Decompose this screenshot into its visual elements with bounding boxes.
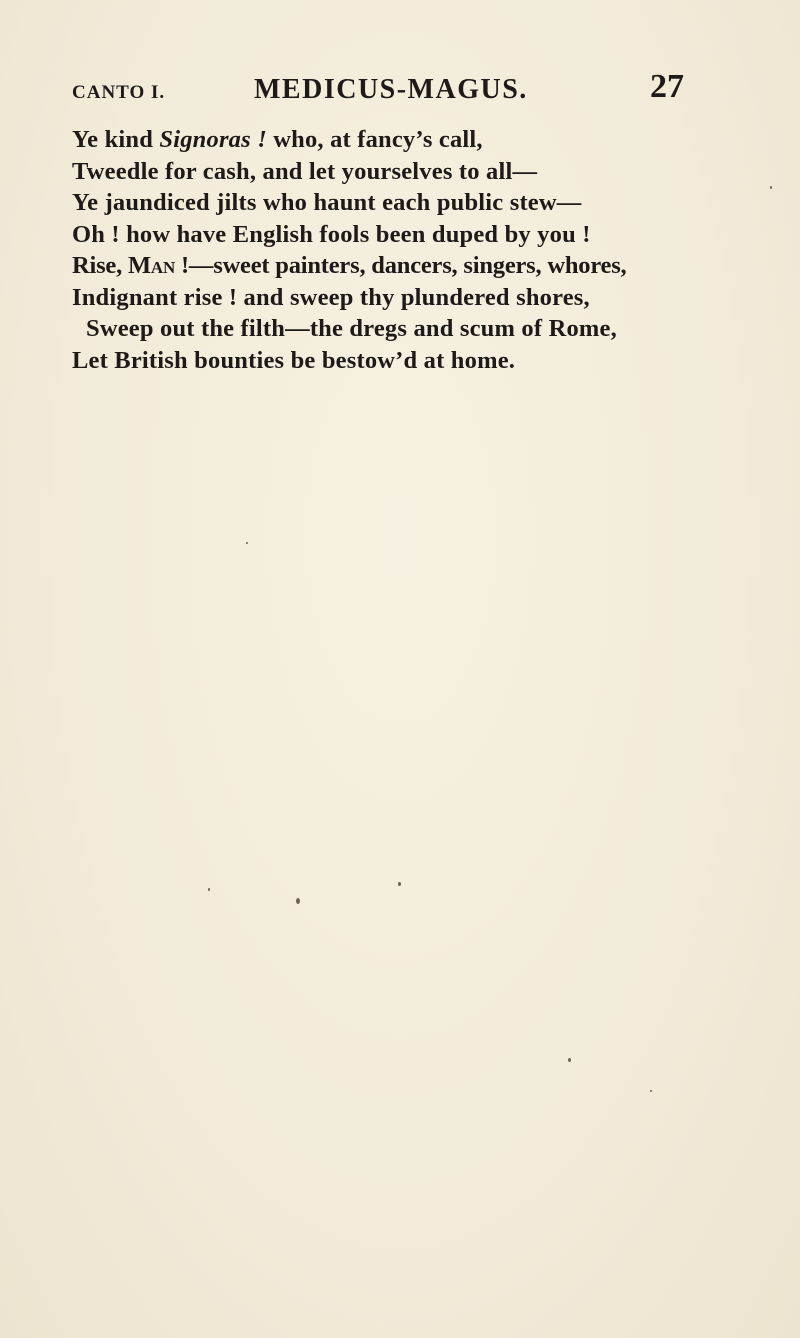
poem-line: Indignant rise ! and sweep thy plundered shores, — [72, 283, 590, 311]
paper-speck — [296, 898, 300, 904]
poem-line: Ye kind Signoras ! who, at fancy’s call, — [72, 126, 483, 153]
paper-speck — [208, 888, 210, 891]
paper-speck — [246, 542, 248, 544]
smallcaps-word: Man — [127, 252, 176, 279]
poem-line: Let British bounties be bestow’d at home. — [72, 346, 516, 374]
paper-speck — [650, 1090, 652, 1092]
poem-line: Oh ! how have English fools been duped by you ! — [72, 220, 591, 248]
canto-label: CANTO I. — [72, 82, 166, 103]
paper-speck — [568, 1058, 571, 1062]
poem-line: Ye jaundiced jilts who haunt each public stew— — [72, 189, 582, 216]
italic-word: Signoras ! — [159, 126, 267, 153]
poem-line: Tweedle for cash, and let yourselves to all— — [72, 157, 538, 185]
running-head — [72, 68, 684, 112]
poem-line: Sweep out the filth—the dregs and scum of Rome, — [86, 315, 617, 342]
paper-speck — [398, 882, 401, 886]
poem-line: Rise, Man !—sweet painters, dancers, singers, whores, — [72, 252, 627, 279]
paper-speck — [770, 186, 772, 189]
poem-stanza — [72, 124, 692, 376]
page-title: MEDICUS-MAGUS. — [254, 74, 528, 105]
page-number: 27 — [650, 68, 684, 105]
